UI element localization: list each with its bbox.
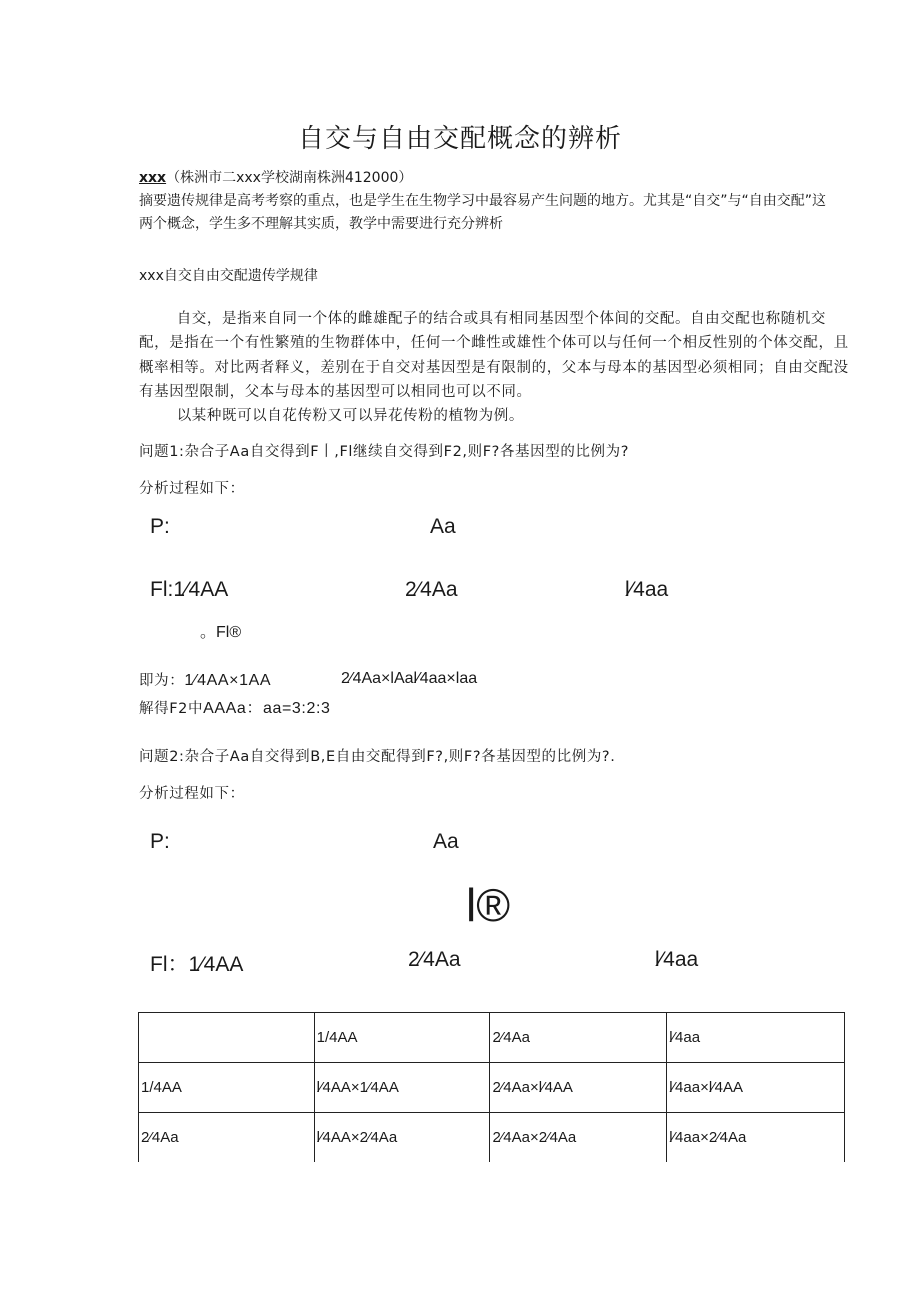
question-1: 问题1:杂合子Aa自交得到F丨,Fl继续自交得到F2,则F?各基因型的比例为? <box>139 444 630 460</box>
table-row <box>139 1063 845 1113</box>
table-cell: l⁄4aa <box>667 1013 845 1063</box>
author-name: xxx <box>139 170 167 186</box>
table-cell: 1/4AA <box>314 1013 490 1063</box>
q1-equation-b: 2⁄4Aa×lAal⁄4aa×laa <box>341 670 478 687</box>
table-cell: l⁄4aa×l⁄4AA <box>667 1063 845 1113</box>
table-cell: l⁄4AA×2⁄4Aa <box>314 1113 490 1163</box>
q1-cross-mark: 。Fl® <box>200 624 242 641</box>
q1-f1-left: Fl:1⁄4AA <box>150 578 229 601</box>
q2-p-value: Aa <box>433 830 459 853</box>
q1-f1-mid: 2⁄4Aa <box>405 578 458 601</box>
body-text <box>139 307 849 428</box>
table-cell: 2⁄4Aa <box>139 1113 315 1163</box>
question-2: 问题2:杂合子Aa自交得到B,E自由交配得到F?,则F?各基因型的比例为?. <box>139 749 616 765</box>
q2-p-label: P: <box>150 830 170 853</box>
table-row <box>139 1113 845 1163</box>
q1-equation <box>139 669 271 690</box>
table-header-row <box>139 1013 845 1063</box>
q1-f1-right: l⁄4aa <box>625 578 669 601</box>
q1-p-value: Aa <box>430 515 456 538</box>
author-affiliation: （株洲市二xxx学校湖南株洲412000） <box>166 170 413 186</box>
q1-analysis-label: 分析过程如下： <box>139 481 245 497</box>
table-cell: l⁄4aa×2⁄4Aa <box>667 1113 845 1163</box>
table-cell: 1/4AA <box>139 1063 315 1113</box>
page-title: 自交与自由交配概念的辨析 <box>297 124 622 154</box>
q1-equation-prefix: 即为： <box>139 673 185 689</box>
paragraph-1: 自交，是指来自同一个体的雌雄配子的结合或具有相同基因型个体间的交配。自由交配也称随机交配，是指在一个有性繁殖的生物群体中，任何一个雌性或雄性个体可以与任何一个相反性别的个体交配，且概率相等。对比两者释义，差别在于自交对基因型是有限制的，父本与母本的基因型必须相同；自由交配没有基因型限制，父本与母本的基因型可以相同也可以不同。 <box>139 311 849 400</box>
paragraph-2: 以某种既可以自花传粉又可以异花传粉的植物为例。 <box>176 408 524 425</box>
table-cell: l⁄4AA×1⁄4AA <box>314 1063 490 1113</box>
q2-f1-right: l⁄4aa <box>655 948 699 971</box>
q1-result-prefix: 解得F2中 <box>139 701 204 717</box>
q1-result-value: AAAa：aa=3:2:3 <box>203 700 331 717</box>
table-cell: 2⁄4Aa×2⁄4Aa <box>490 1113 667 1163</box>
q2-analysis-label: 分析过程如下： <box>139 786 245 802</box>
abstract: 摘要遗传规律是高考考察的重点，也是学生在生物学习中最容易产生问题的地方。尤其是“自交”与“自由交配”这两个概念，学生多不理解其实质，教学中需要进行充分辨析 <box>139 193 827 232</box>
q2-cross-symbol: l® <box>466 879 511 931</box>
table-cell <box>139 1013 315 1063</box>
q1-result <box>139 695 331 718</box>
keywords: xxx自交自由交配遗传学规律 <box>139 268 318 284</box>
cross-table <box>138 1012 845 1162</box>
q2-f1-mid: 2⁄4Aa <box>408 948 461 971</box>
q1-p-label: P: <box>150 515 170 538</box>
table-cell: 2⁄4Aa×l⁄4AA <box>490 1063 667 1113</box>
q1-equation-a: 1⁄4AA×1AA <box>184 672 272 689</box>
table-cell: 2⁄4Aa <box>490 1013 667 1063</box>
q2-f1-left: Fl：1⁄4AA <box>150 953 244 976</box>
author-line <box>139 167 412 187</box>
